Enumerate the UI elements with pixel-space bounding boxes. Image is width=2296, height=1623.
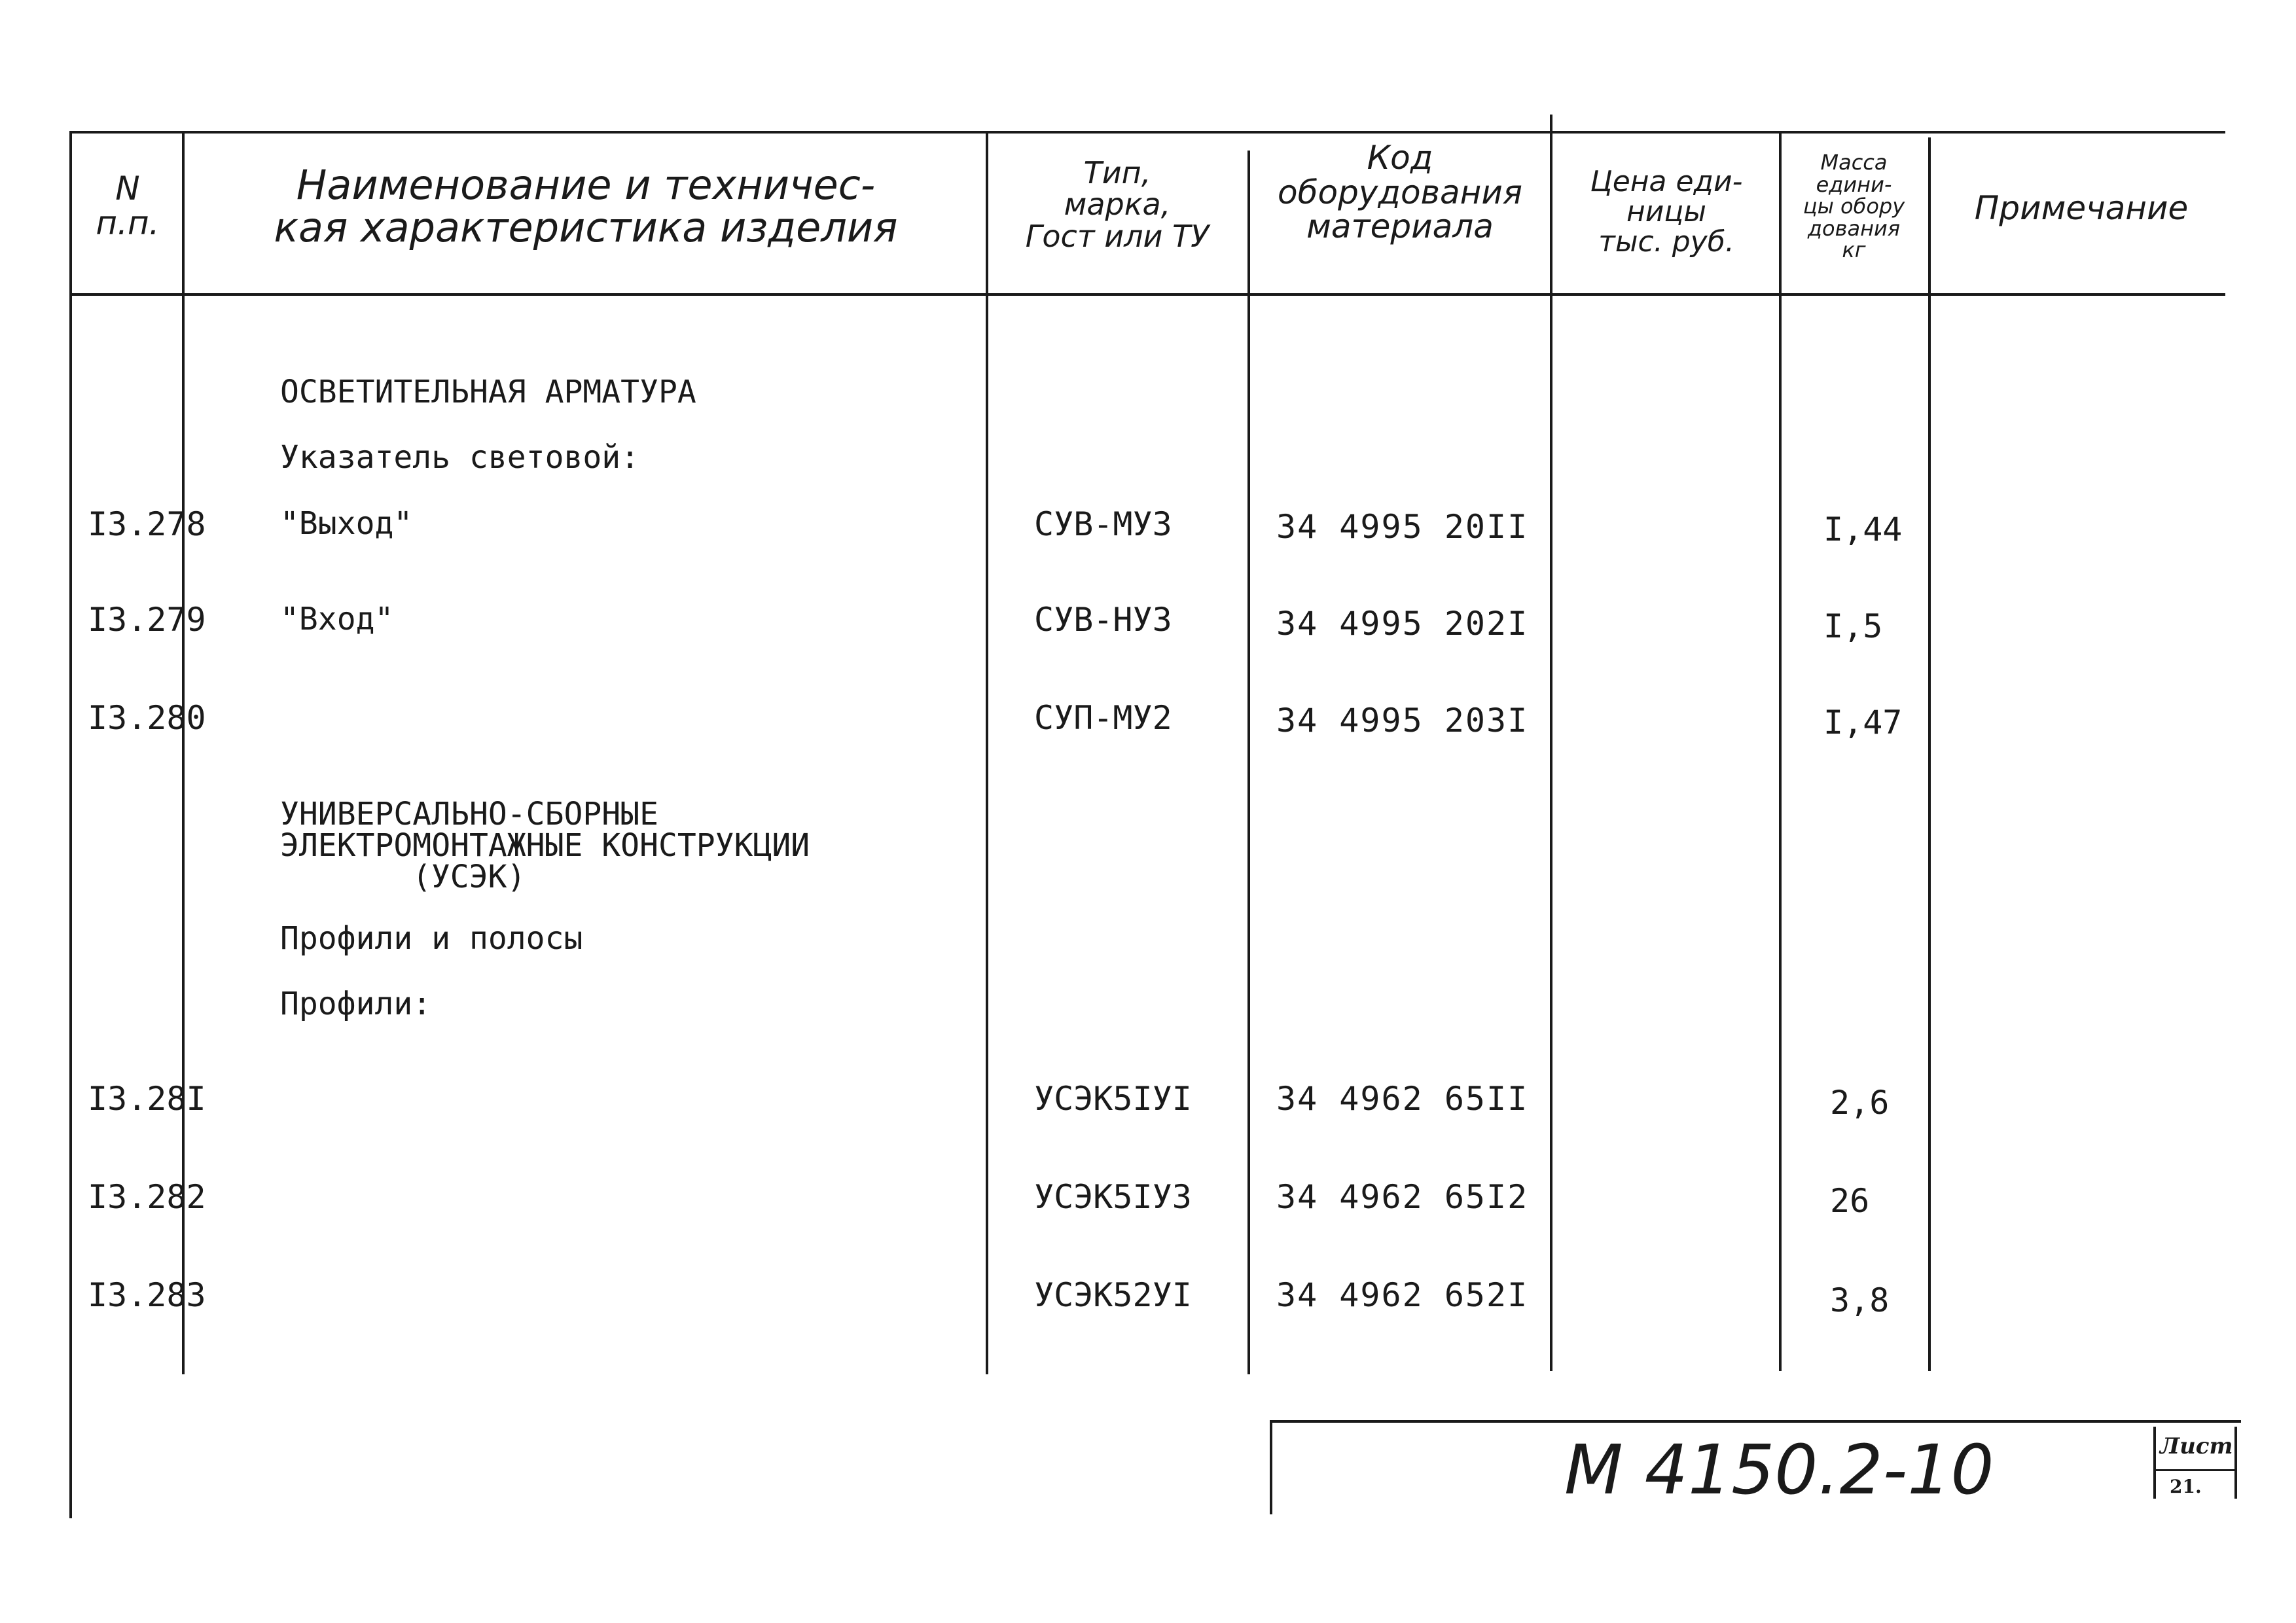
row-mass: 26 [1830, 1182, 1870, 1220]
header-bottom-line [71, 293, 2225, 296]
row-mass: I,47 [1823, 704, 1903, 741]
col-divider-code [1550, 115, 1552, 1371]
sheet-label: Лист [2160, 1433, 2233, 1459]
section-profiles-strips: Профили и полосы [280, 920, 583, 957]
row-code: 34 4962 65I2 [1276, 1178, 1529, 1216]
header-type: Тип, марка, Гост или ТУ [1025, 155, 1210, 254]
row-mass: 3,8 [1830, 1281, 1890, 1319]
row-mass: I,44 [1823, 510, 1903, 548]
row-type: УСЭК5IУ3 [1034, 1178, 1192, 1216]
section-indicator: Указатель световой: [280, 439, 640, 476]
col-divider-name [986, 131, 988, 1374]
row-mass: 2,6 [1830, 1084, 1890, 1122]
row-name: "Вход" [280, 601, 394, 637]
col-divider-mass [1928, 137, 1931, 1371]
row-code: 34 4995 20II [1276, 508, 1529, 546]
row-name: "Выход" [280, 505, 413, 542]
header-num: N п.п. [96, 169, 160, 242]
row-code: 34 4995 202I [1276, 605, 1529, 643]
row-number: I3.283 [88, 1276, 206, 1314]
row-number: I3.282 [88, 1178, 206, 1216]
row-number: I3.28I [88, 1080, 206, 1118]
section-lighting: ОСВЕТИТЕЛЬНАЯ АРМАТУРА [280, 374, 696, 410]
sheet-box-divider [2155, 1469, 2234, 1471]
row-code: 34 4962 652I [1276, 1276, 1529, 1314]
sheet-number: 21. [2170, 1476, 2202, 1497]
header-price: Цена еди- ницы тыс. руб. [1590, 165, 1743, 259]
row-type: СУП-МУ2 [1034, 699, 1172, 737]
row-type: УСЭК52УI [1034, 1276, 1192, 1314]
row-number: I3.278 [88, 505, 206, 543]
header-note: Примечание [1974, 189, 2189, 227]
row-number: I3.279 [88, 601, 206, 639]
row-mass: I,5 [1823, 607, 1883, 645]
row-type: СУВ-НУЗ [1034, 601, 1172, 639]
col-divider-left-edge [69, 131, 72, 1518]
col-divider-type [1247, 151, 1250, 1374]
row-code: 34 4995 203I [1276, 702, 1529, 740]
header-top-line [71, 131, 2225, 134]
row-code: 34 4962 65II [1276, 1080, 1529, 1118]
header-name: Наименование и техничес- кая характеристика изделия [274, 161, 898, 252]
row-type: СУВ-МУЗ [1034, 505, 1172, 543]
col-divider-price [1779, 131, 1782, 1371]
row-number: I3.280 [88, 699, 206, 737]
row-type: УСЭК5IУI [1034, 1080, 1192, 1118]
section-usek-line3: (УСЭК) [412, 859, 526, 895]
section-usek-line2: ЭЛЕКТРОМОНТАЖНЫЕ КОНСТРУКЦИИ [280, 827, 810, 864]
section-usek-line1: УНИВЕРСАЛЬНО-СБОРНЫЕ [280, 796, 658, 832]
section-profiles: Профили: [280, 986, 432, 1022]
document-code: М 4150.2-10 [1564, 1430, 1994, 1510]
header-mass: Масса едини- цы обору дования кг [1803, 150, 1905, 263]
header-code: Код оборудования материала [1278, 139, 1522, 245]
